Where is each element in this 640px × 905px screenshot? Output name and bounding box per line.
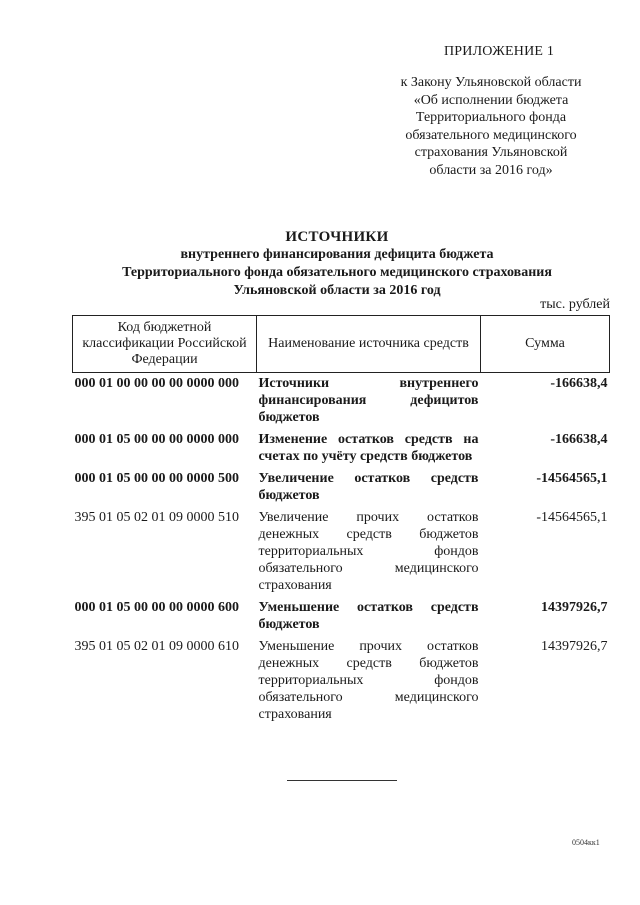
appendix-ref-line: «Об исполнении бюджета [413,92,569,108]
row-code: 395 01 05 02 01 09 0000 510 [74,510,239,525]
appendix-ref-line: области за 2016 год» [429,162,553,178]
row-sum: -14564565,1 [536,471,608,486]
table-row [73,597,610,636]
row-code: 000 01 05 00 00 00 0000 500 [74,471,239,486]
table-row [73,507,610,597]
appendix-ref-line: Территориального фонда [415,110,567,125]
appendix-title: ПРИЛОЖЕНИЕ 1 [444,44,555,59]
heading-line: Территориального фонда обязательного медицинского страхования [122,265,552,280]
table-row [73,468,610,507]
row-name: Увеличение прочих остатков денежных средств бюджетов территориальных фондов обязательного медицинского страхования [258,510,479,593]
table-row [73,636,610,726]
row-name: Уменьшение остатков средств бюджетов [258,600,479,632]
heading-main: ИСТОЧНИКИ [285,229,389,245]
appendix-ref-line: к Закону Ульяновской области [400,75,582,90]
units-label: тыс. рублей [540,297,610,312]
heading-line: Ульяновской области за 2016 год [233,283,441,298]
row-sum: -166638,4 [550,376,608,391]
row-sum: -166638,4 [550,432,608,447]
table-row [73,429,610,468]
header-sum: Сумма [481,316,610,373]
heading-line: внутреннего финансирования дефицита бюджета [180,247,494,262]
footer-code: 0504кк1 [572,838,600,847]
row-sum: 14397926,7 [541,600,608,615]
table-header-row [73,316,610,373]
row-code: 000 01 05 00 00 00 0000 000 [74,432,239,447]
header-name: Наименование источника средств [257,316,481,373]
row-code: 395 01 05 02 01 09 0000 610 [74,639,239,654]
document-heading [70,228,604,300]
row-name: Источники внутреннего финансирования дефицитов бюджетов [258,376,479,425]
row-code: 000 01 00 00 00 00 0000 000 [74,376,239,391]
row-name: Уменьшение прочих остатков денежных средств бюджетов территориальных фондов обязательного медицинского страхования [258,639,479,722]
sources-table [72,315,610,726]
row-sum: -14564565,1 [536,510,608,525]
row-code: 000 01 05 00 00 00 0000 600 [74,600,239,615]
header-code: Код бюджетной классификации Российской Федерации [73,316,257,373]
appendix-ref-line: обязательного медицинского [405,127,577,143]
table-row [73,373,610,430]
separator-line [287,780,397,781]
row-name: Увеличение остатков средств бюджетов [258,471,479,503]
row-sum: 14397926,7 [541,639,608,654]
appendix-reference [376,74,606,179]
appendix-ref-line: страхования Ульяновской [414,145,568,160]
row-name: Изменение остатков средств на счетах по учёту средств бюджетов [258,432,479,464]
